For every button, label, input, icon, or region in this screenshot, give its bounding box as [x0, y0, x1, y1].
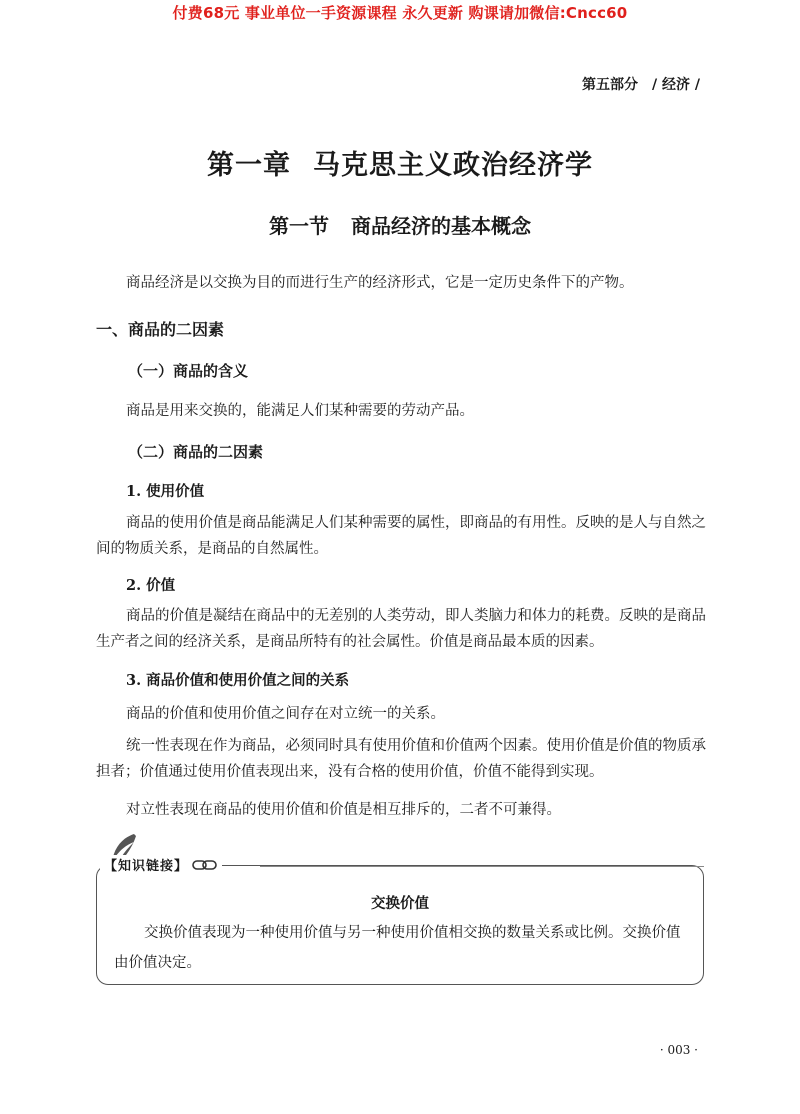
watermark-banner: 付费68元 事业单位一手资源课程 永久更新 购课请加微信:Cncc60: [172, 4, 628, 22]
chapter-title: [0, 143, 800, 182]
meaning-paragraph: 商品是用来交换的，能满足人们某种需要的劳动产品。: [126, 403, 474, 419]
section-text: 商品经济的基本概念: [351, 214, 531, 238]
item-relation-title: 3. 商品价值和使用价值之间的关系: [126, 672, 350, 689]
heading-commodity-factors: 一、商品的二因素: [96, 320, 225, 339]
knowledge-text: 交换价值表现为一种使用价值与另一种使用价值相交换的数量关系或比例。交换价值由价值决定。: [114, 925, 681, 971]
relation-paragraph-2: 统一性表现在作为商品，必须同时具有使用价值和价值两个因素。使用价值是价值的物质承担者；价值通过使用价值表现出来，没有合格的使用价值，价值不能得到实现。: [96, 738, 706, 780]
section-number: 第一节: [269, 214, 329, 238]
chain-link-icon: [192, 859, 218, 871]
relation-paragraph-3: 对立性表现在商品的使用价值和价值是相互排斥的，二者不可兼得。: [126, 802, 561, 818]
item-value-title: 2. 价值: [126, 577, 176, 594]
use-value-paragraph: 商品的使用价值是商品能满足人们某种需要的属性，即商品的有用性。反映的是人与自然之间的物质关系，是商品的自然属性。: [96, 515, 706, 557]
item-use-value-title: 1. 使用价值: [126, 483, 205, 500]
knowledge-box-divider: [260, 866, 704, 867]
chapter-text: 马克思主义政治经济学: [313, 150, 593, 181]
subheading-meaning: （一）商品的含义: [128, 362, 249, 380]
part-header: [582, 74, 700, 94]
subheading-two-factors: （二）商品的二因素: [128, 443, 264, 461]
intro-paragraph: 商品经济是以交换为目的而进行生产的经济形式，它是一定历史条件下的产物。: [126, 275, 634, 291]
value-paragraph: 商品的价值是凝结在商品中的无差别的人类劳动，即人类脑力和体力的耗费。反映的是商品生产者之间的经济关系，是商品所特有的社会属性。价值是商品最本质的因素。: [96, 608, 706, 650]
chapter-number: 第一章: [207, 150, 291, 181]
knowledge-link-label: 【知识链接】: [104, 859, 189, 874]
knowledge-title: 交换价值: [371, 895, 429, 912]
topic-label: / 经济 /: [652, 77, 700, 93]
relation-paragraph-1: 商品的价值和使用价值之间存在对立统一的关系。: [126, 706, 445, 722]
part-label: 第五部分: [582, 77, 639, 93]
section-title: [0, 210, 800, 239]
page-number: · 003 ·: [659, 1043, 698, 1057]
knowledge-link-tag: [100, 855, 222, 874]
